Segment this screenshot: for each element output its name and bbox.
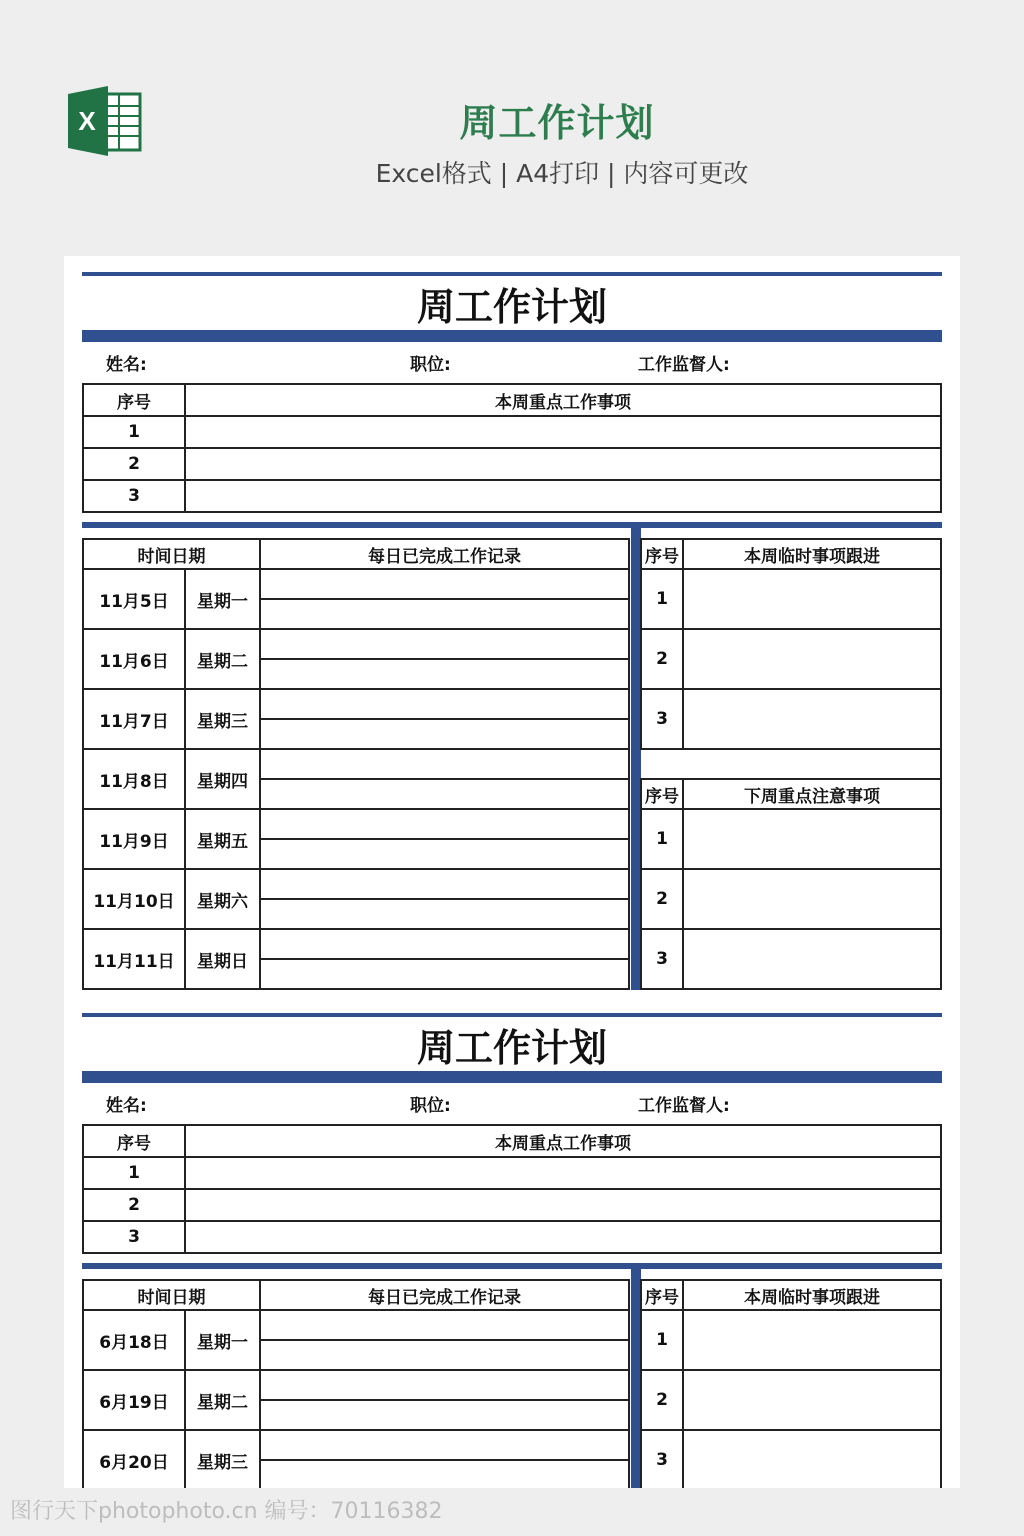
spacer-cell xyxy=(683,749,941,779)
temp-task-cell[interactable] xyxy=(683,569,941,629)
col-index-header: 序号 xyxy=(641,1280,683,1310)
row-index: 2 xyxy=(641,1370,683,1430)
record-cell[interactable] xyxy=(260,629,629,659)
record-cell[interactable] xyxy=(260,929,629,959)
page-title: 周工作计划 xyxy=(459,101,655,145)
col-date-header: 时间日期 xyxy=(83,1280,260,1310)
next-week-cell[interactable] xyxy=(683,809,941,869)
header-rule xyxy=(82,1013,942,1017)
record-cell[interactable] xyxy=(260,1430,629,1460)
task-cell[interactable] xyxy=(185,1157,941,1189)
date-cell: 11月7日 xyxy=(83,689,185,749)
task-cell[interactable] xyxy=(185,416,941,448)
position-label: 职位: xyxy=(410,355,451,375)
weekly-plan-sheet-1 xyxy=(82,272,942,1012)
row-index: 2 xyxy=(641,629,683,689)
record-cell[interactable] xyxy=(260,839,629,869)
next-week-header: 下周重点注意事项 xyxy=(683,779,941,809)
weekday-cell: 星期三 xyxy=(185,1430,260,1488)
record-cell[interactable] xyxy=(260,749,629,779)
row-index: 1 xyxy=(83,1157,185,1189)
date-cell: 6月19日 xyxy=(83,1370,185,1430)
name-label: 姓名: xyxy=(106,1096,147,1116)
side-tables xyxy=(640,538,942,990)
date-cell: 11月8日 xyxy=(83,749,185,809)
section-rule xyxy=(82,522,942,528)
record-cell[interactable] xyxy=(260,1460,629,1488)
col-task-header: 本周重点工作事项 xyxy=(185,1125,941,1157)
task-cell[interactable] xyxy=(185,1189,941,1221)
task-cell[interactable] xyxy=(185,448,941,480)
date-cell: 11月9日 xyxy=(83,809,185,869)
row-index: 1 xyxy=(641,569,683,629)
daily-record-table xyxy=(82,538,630,990)
weekday-cell: 星期六 xyxy=(185,869,260,929)
weekday-cell: 星期日 xyxy=(185,929,260,989)
row-index: 1 xyxy=(641,1310,683,1370)
key-tasks-table xyxy=(82,383,942,513)
row-index: 3 xyxy=(641,929,683,989)
weekday-cell: 星期五 xyxy=(185,809,260,869)
weekday-cell: 星期一 xyxy=(185,569,260,629)
col-index-header: 序号 xyxy=(641,779,683,809)
excel-icon-letter: X xyxy=(78,106,96,136)
task-cell[interactable] xyxy=(185,1221,941,1253)
col-index-header: 序号 xyxy=(83,1125,185,1157)
name-label: 姓名: xyxy=(106,355,147,375)
watermark: 图行天下photophoto.cn 编号：70116382 xyxy=(10,1499,443,1524)
title-rule xyxy=(82,330,942,342)
row-index: 2 xyxy=(83,1189,185,1221)
col-index-header: 序号 xyxy=(83,384,185,416)
record-cell[interactable] xyxy=(260,689,629,719)
temp-task-cell[interactable] xyxy=(683,1370,941,1430)
date-cell: 6月20日 xyxy=(83,1430,185,1488)
sheet-title: 周工作计划 xyxy=(416,285,607,329)
weekly-plan-sheet-2 xyxy=(82,1013,942,1488)
date-cell: 11月5日 xyxy=(83,569,185,629)
record-cell[interactable] xyxy=(260,1370,629,1400)
sheet-title: 周工作计划 xyxy=(416,1026,607,1070)
temp-task-cell[interactable] xyxy=(683,1310,941,1370)
record-cell[interactable] xyxy=(260,869,629,899)
weekday-cell: 星期二 xyxy=(185,1370,260,1430)
next-week-cell[interactable] xyxy=(683,869,941,929)
record-cell[interactable] xyxy=(260,569,629,599)
row-index: 1 xyxy=(641,809,683,869)
record-cell[interactable] xyxy=(260,599,629,629)
supervisor-label: 工作监督人: xyxy=(638,355,730,375)
date-cell: 6月18日 xyxy=(83,1310,185,1370)
spacer-cell xyxy=(641,749,683,779)
record-cell[interactable] xyxy=(260,1340,629,1370)
temp-task-cell[interactable] xyxy=(683,629,941,689)
weekday-cell: 星期二 xyxy=(185,629,260,689)
date-cell: 11月11日 xyxy=(83,929,185,989)
col-index-header: 序号 xyxy=(641,539,683,569)
row-index: 3 xyxy=(641,1430,683,1488)
key-tasks-table xyxy=(82,1124,942,1254)
record-cell[interactable] xyxy=(260,959,629,989)
title-rule xyxy=(82,1071,942,1083)
date-cell: 11月6日 xyxy=(83,629,185,689)
weekday-cell: 星期三 xyxy=(185,689,260,749)
record-cell[interactable] xyxy=(260,659,629,689)
side-tables xyxy=(640,1279,942,1488)
record-cell[interactable] xyxy=(260,1310,629,1340)
row-index: 2 xyxy=(641,869,683,929)
next-week-cell[interactable] xyxy=(683,929,941,989)
temp-tasks-header: 本周临时事项跟进 xyxy=(683,539,941,569)
col-task-header: 本周重点工作事项 xyxy=(185,384,941,416)
record-cell[interactable] xyxy=(260,899,629,929)
record-cell[interactable] xyxy=(260,1400,629,1430)
row-index: 3 xyxy=(641,689,683,749)
row-index: 2 xyxy=(83,448,185,480)
weekday-cell: 星期四 xyxy=(185,749,260,809)
row-index: 1 xyxy=(83,416,185,448)
date-cell: 11月10日 xyxy=(83,869,185,929)
header-rule xyxy=(82,272,942,276)
daily-record-table xyxy=(82,1279,630,1488)
record-cell[interactable] xyxy=(260,719,629,749)
position-label: 职位: xyxy=(410,1096,451,1116)
record-cell[interactable] xyxy=(260,779,629,809)
document-page xyxy=(64,256,960,1488)
section-rule xyxy=(82,1263,942,1269)
temp-task-cell[interactable] xyxy=(683,689,941,749)
col-date-header: 时间日期 xyxy=(83,539,260,569)
row-index: 3 xyxy=(83,480,185,512)
page-subtitle: Excel格式 | A4打印 | 内容可更改 xyxy=(375,159,749,188)
task-cell[interactable] xyxy=(185,480,941,512)
weekday-cell: 星期一 xyxy=(185,1310,260,1370)
temp-tasks-header: 本周临时事项跟进 xyxy=(683,1280,941,1310)
row-index: 3 xyxy=(83,1221,185,1253)
col-record-header: 每日已完成工作记录 xyxy=(260,1280,629,1310)
col-record-header: 每日已完成工作记录 xyxy=(260,539,629,569)
record-cell[interactable] xyxy=(260,809,629,839)
temp-task-cell[interactable] xyxy=(683,1430,941,1488)
supervisor-label: 工作监督人: xyxy=(638,1096,730,1116)
